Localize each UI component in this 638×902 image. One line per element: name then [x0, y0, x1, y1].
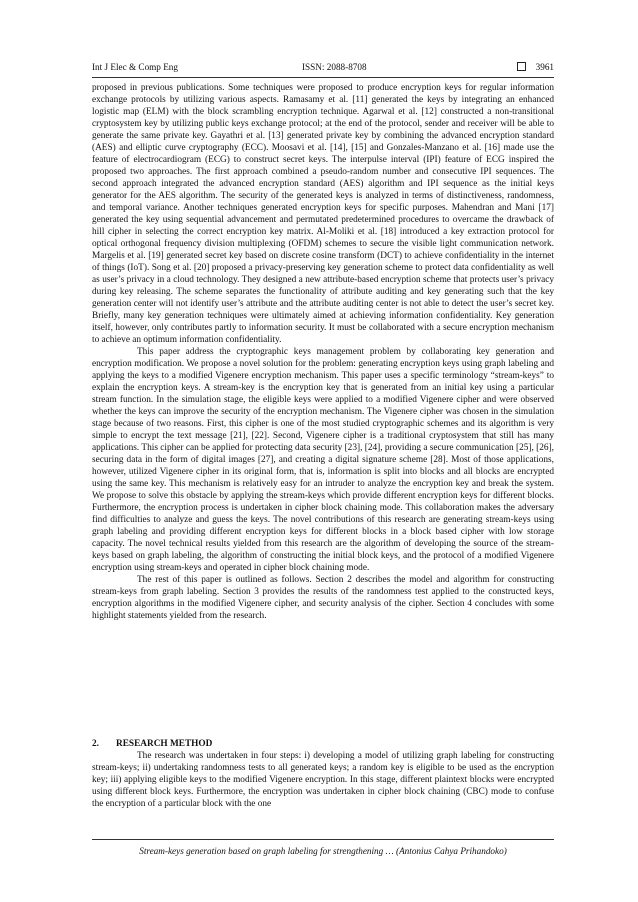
body-text	[92, 82, 554, 622]
paragraph-outline: The rest of this paper is outlined as follows. Section 2 describes the model and algorithm for constructing stream-keys from graph labeling. Section 3 provides the results of the randomness test applied to the constructed keys, encryption algorithms in the modified Vigenere cipher, and security analysis of the cipher. Section 4 concludes with some highlight statements yielded from the research.	[92, 575, 554, 621]
section-title: RESEARCH METHOD	[116, 739, 213, 749]
running-header	[92, 60, 554, 74]
checkbox-square-icon	[517, 62, 526, 71]
footer-rule	[92, 839, 554, 840]
paragraph-method: The research was undertaken in four steps: i) developing a model of utilizing graph labeling for constructing stream-keys; ii) undertaking randomness tests to all generated keys; a random key is eligible to be used as the encryption key; iii) applying eligible keys to the modified Vigenere encryption. In this stage, different plaintext blocks were encrypted using different block keys. Furthermore, the encryption was undertaken in cipher block chaining (CBC) mode to confuse the encryption of a particular block with the one	[92, 751, 554, 809]
section-research-method	[92, 738, 554, 810]
section-heading	[92, 738, 554, 750]
page-number: 3961	[535, 62, 554, 72]
journal-name: Int J Elec & Comp Eng	[92, 62, 178, 72]
header-rule	[92, 77, 554, 78]
running-footer: Stream-keys generation based on graph labeling for strengthening … (Antonius Cahya Prihandoko)	[139, 846, 507, 856]
paragraph-related-work: proposed in previous publications. Some techniques were proposed to produce encryption keys for regular information exchange protocols by utilizing various aspects. Ramasamy et al. [11] generated the keys by integrating an enhanced logistic map (ELM) with the block scrambling encryption technique. Agarwal et al. [12] constructed a non-transitional cryptosystem key by utilizing public keys exchange protocol; at the end of the protocol, sender and receiver will be able to generate the same private key. Gayathri et al. [13] generated private key by combining the advanced encryption standard (AES) and elliptic curve cryptography (ECC). Moosavi et al. [14], [15] and Gonzales-Manzano et al. [16] made use the feature of electrocardiogram (ECG) to construct secret keys. The interpulse interval (IPI) feature of ECG inspired the proposed two approaches. The first approach combined a pseudo-random number and consecutive IPI sequences. The second approach integrated the advanced encryption standard (AES) algorithm and IPI sequence as the initial keys generator for the AES algorithm. The security of the generated keys is analyzed in terms of distinctiveness, randomness, and temporal variance. Another techniques generated encryption keys for specific purposes. Mahendran and Mani [17] generated the key using sequential advancement and permutated predetermined procedures to overcame the drawback of hill cipher in selecting the correct encryption key matrix. Al-Moliki et al. [18] introduced a key extraction protocol for optical orthogonal frequency division multiplexing (OFDM) schemes to secure the visible light communication network. Margelis et al. [19] generated secret key based on discrete cosine transform (DCT) to achieve confidentiality in the internet of things (IoT). Song et al. [20] proposed a privacy-preserving key generation scheme to protect data confidentiality as well as user’s privacy in a cloud technology. They designed a new attribute-based encryption scheme that protects user’s privacy during key releasing. The scheme separates the functionality of attribute auditing and key generating such that the key generation center will not identify user’s attribute and the attribute auditing center is not able to detect the user’s secret key. Briefly, many key generation techniques were ultimately aimed at achieving information confidentiality. Key generation itself, however, only contributes partly to information security. It must be collaborated with a secure encryption mechanism to achieve an optimum information confidentiality.	[92, 83, 554, 345]
issn: ISSN: 2088-8708	[302, 62, 367, 72]
page-number-group	[517, 60, 554, 74]
section-number: 2.	[92, 739, 99, 749]
paragraph-proposal: This paper address the cryptographic keys management problem by collaborating key generation and encryption modification. We propose a novel solution for the problem: generating encryption keys using graph labeling and applying the keys to a modified Vigenere encryption mechanism. This paper uses a specific terminology “stream-keys” to explain the encryption keys. A stream-key is the encryption key that is generated from an initial key using a particular stream function. In the simulation stage, the eligible keys were applied to a modified Vigenere cipher and were observed whether the keys can improve the security of the encryption mechanism. The Vigenere cipher was chosen in the simulation stage because of two reasons. First, this cipher is one of the most studied cryptographic schemes and its algorithm is very simple to encrypt the text message [21], [22]. Second, Vigenere cipher is a traditional cryptosystem that still has many applications. This cipher can be applied for protecting data security [23], [24], providing a secure communication [25], [26], securing data in the form of digital images [27], and creating a digital signature scheme [28]. Most of those applications, however, utilized Vigenere cipher in its original form, that is, information is split into blocks and all blocks are encrypted using the same key. This mechanism is relatively easy for an intruder to analyze the encryption key and break the system. We propose to solve this obstacle by applying the stream-keys which provide different encryption keys for different blocks. Furthermore, the encryption process is undertaken in cipher block chaining mode. This collaboration makes the adversary find difficulties to analyze and guess the keys. The novel contributions of this research are generating stream-keys using graph labeling and providing different encryption keys for different blocks in a block based cipher with low storage capacity. The novel technical results yielded from this research are the algorithm of developing the source of the stream-keys based on graph labeling, the algorithm of constructing the initial block keys, and the protocol of a modified Vigenere encryption using stream-keys and operated in cipher block chaining mode.	[92, 347, 554, 573]
